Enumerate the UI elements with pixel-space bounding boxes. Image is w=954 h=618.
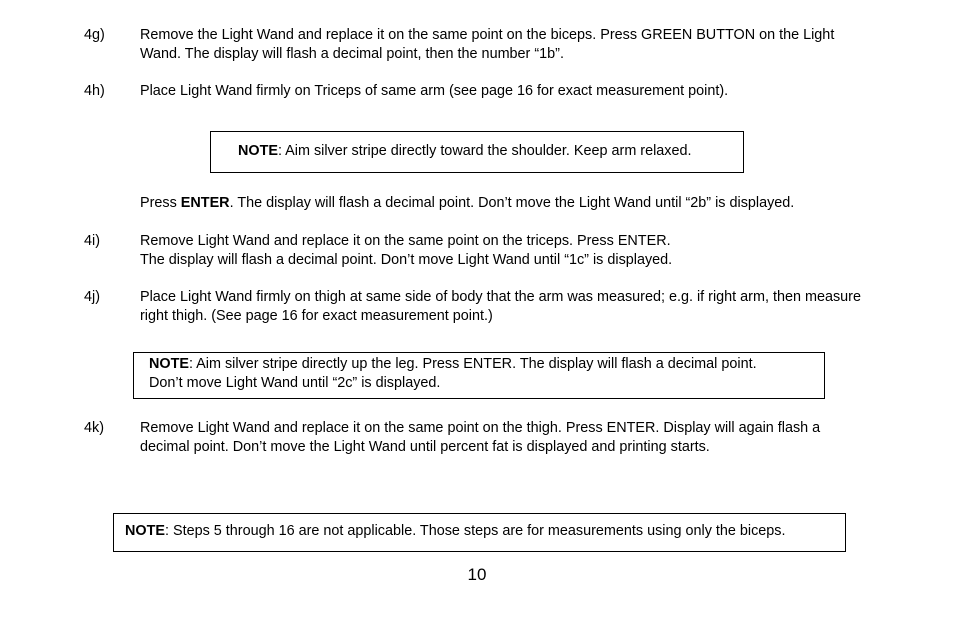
step-line: Wand. The display will flash a decimal point, then the number “1b”. xyxy=(140,46,564,62)
enter-keyword: ENTER xyxy=(180,195,230,211)
step-line: Remove Light Wand and replace it on the same point on the thigh. Press ENTER. Display will again flash a xyxy=(140,420,821,436)
step-label-4i: 4i) xyxy=(84,233,100,249)
note-box-not-applicable xyxy=(113,513,846,552)
step-line: Remove the Light Wand and replace it on the same point on the biceps. Press GREEN BUTTON on the Light xyxy=(140,27,835,43)
press-enter-instruction xyxy=(140,194,794,213)
step-text-4j xyxy=(140,288,861,326)
step-text-4h: Place Light Wand firmly on Triceps of same arm (see page 16 for exact measurement point). xyxy=(140,83,729,99)
step-line: The display will flash a decimal point. Don’t move Light Wand until “1c” is displayed. xyxy=(140,252,673,268)
step-label-4h: 4h) xyxy=(84,83,105,99)
instruction-prefix: Press xyxy=(140,195,181,211)
step-text-4k xyxy=(140,419,820,457)
note-box-shoulder xyxy=(210,131,744,173)
step-line: right thigh. (See page 16 for exact measurement point.) xyxy=(140,308,493,324)
note-label: NOTE xyxy=(125,523,165,539)
step-text-4g xyxy=(140,26,834,64)
step-line: Place Light Wand firmly on thigh at same side of body that the arm was measured; e.g. if right arm, then measure xyxy=(140,289,861,305)
step-label-4j: 4j) xyxy=(84,289,100,305)
instruction-suffix: . The display will flash a decimal point. Don’t move the Light Wand until “2b” is displayed. xyxy=(229,195,795,211)
note-label: NOTE xyxy=(238,143,278,159)
note-label: NOTE xyxy=(149,356,189,372)
step-line: Remove Light Wand and replace it on the same point on the triceps. Press ENTER. xyxy=(140,233,671,249)
page-number: 10 xyxy=(467,565,487,584)
step-label-4k: 4k) xyxy=(84,420,104,436)
note-line: Don’t move Light Wand until “2c” is displayed. xyxy=(149,375,441,391)
step-text-4i xyxy=(140,232,672,270)
note-line xyxy=(149,355,824,374)
note-text: : Aim silver stripe directly toward the shoulder. Keep arm relaxed. xyxy=(277,143,692,159)
step-label-4g: 4g) xyxy=(84,27,105,43)
step-line: decimal point. Don’t move the Light Wand until percent fat is displayed and printing starts. xyxy=(140,439,710,455)
note-box-leg xyxy=(133,352,825,399)
note-text: : Aim silver stripe directly up the leg. Press ENTER. The display will flash a decimal point. xyxy=(188,356,757,372)
note-text: : Steps 5 through 16 are not applicable. Those steps are for measurements using only the biceps. xyxy=(164,523,786,539)
